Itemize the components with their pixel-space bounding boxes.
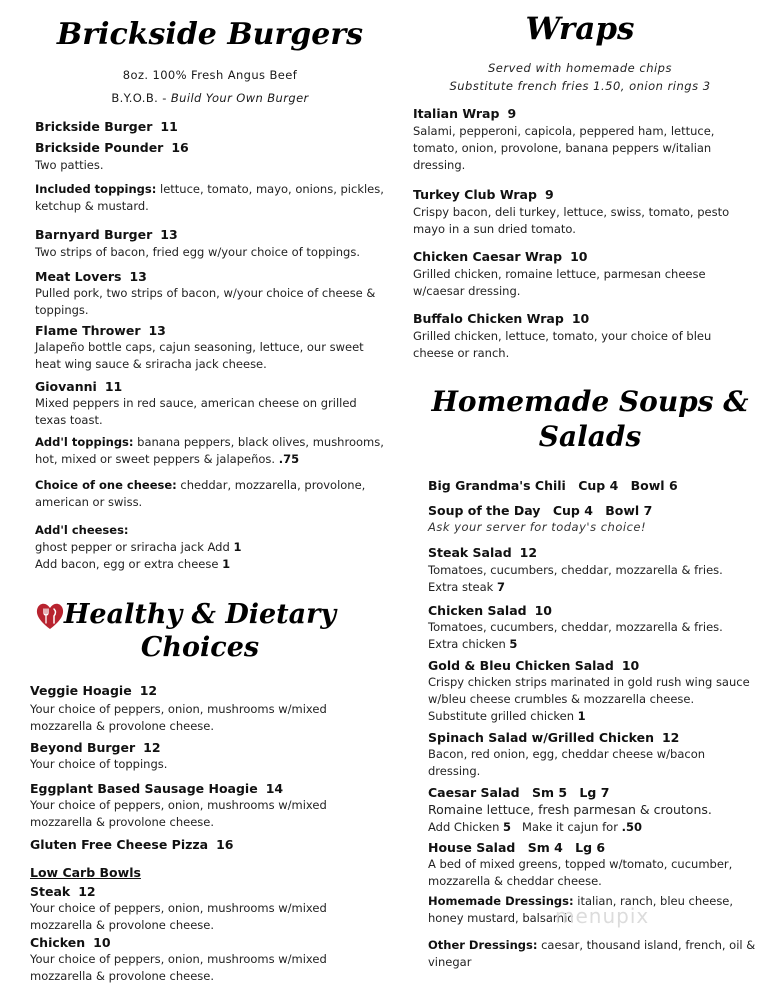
menu-item-desc: Jalapeño bottle caps, cajun seasoning, lettuce, our sweet heat wing sauce & sriracha jack cheese. bbox=[35, 340, 364, 371]
byob-label: B.Y.O.B. - bbox=[111, 91, 167, 105]
watermark: menupix bbox=[555, 904, 650, 928]
included-toppings: Included toppings: lettuce, tomato, mayo, onions, pickles, ketchup & mustard. bbox=[35, 182, 384, 213]
menu-item-name: House Salad Sm 4 Lg 6 bbox=[428, 840, 606, 855]
homemade-dressings: Homemade Dressings: italian, ranch, bleu cheese, honey mustard, balsamic bbox=[428, 894, 734, 925]
menu-item-name: Turkey Club Wrap 9 bbox=[413, 187, 554, 202]
menu-item-name: Steak 12 bbox=[30, 884, 96, 899]
menu-item-name: Chicken 10 bbox=[30, 935, 111, 950]
addl-toppings: Add'l toppings: banana peppers, black olives, mushrooms, hot, mixed or sweet peppers & jalapeños. .75 bbox=[35, 435, 384, 466]
soup-day-note: Ask your server for today's choice! bbox=[428, 520, 647, 534]
menu-item-name: Veggie Hoagie 12 bbox=[30, 683, 158, 698]
menu-item-name: Giovanni 11 bbox=[35, 379, 123, 394]
menu-item-desc: Tomatoes, cucumbers, cheddar, mozzarella & fries. Extra steak 7 bbox=[428, 563, 723, 594]
menu-item-name: Spinach Salad w/Grilled Chicken 12 bbox=[428, 730, 680, 745]
addl-cheeses: Add'l cheeses: ghost pepper or sriracha jack Add 1 Add bacon, egg or extra cheese 1 bbox=[35, 523, 242, 571]
menu-item-name: Steak Salad 12 bbox=[428, 545, 538, 560]
cheese-choice: Choice of one cheese: cheddar, mozzarella, provolone, american or swiss. bbox=[35, 478, 366, 509]
burgers-subtitle-byob bbox=[30, 91, 390, 105]
menu-item-desc: Salami, pepperoni, capicola, peppered ham, lettuce, tomato, onion, provolone, banana peppers w/italian dressing. bbox=[413, 124, 715, 172]
burgers-title: Brickside Burgers bbox=[56, 17, 364, 52]
menu-item-name: Chicken Caesar Wrap 10 bbox=[413, 249, 588, 264]
other-dressings: Other Dressings: caesar, thousand island, french, oil & vinegar bbox=[428, 938, 756, 969]
menu-item-desc: Crispy chicken strips marinated in gold rush wing sauce w/bleu cheese crumbles & mozzarella cheese. Substitute grilled chicken 1 bbox=[428, 675, 750, 723]
menu-item-name: Meat Lovers 13 bbox=[35, 269, 147, 284]
menu-item-desc: Mixed peppers in red sauce, american cheese on grilled texas toast. bbox=[35, 396, 357, 427]
wraps-substitute: Substitute french fries 1.50, onion rings 3 bbox=[449, 79, 711, 93]
menu-item-desc: Grilled chicken, lettuce, tomato, your choice of bleu cheese or ranch. bbox=[413, 329, 712, 360]
menu-item-desc: Grilled chicken, romaine lettuce, parmesan cheese w/caesar dressing. bbox=[413, 267, 706, 298]
menu-item-desc: Your choice of peppers, onion, mushrooms w/mixed mozzarella & provolone cheese. bbox=[30, 798, 327, 829]
menu-item-desc: Tomatoes, cucumbers, cheddar, mozzarella & fries. Extra chicken 5 bbox=[428, 620, 723, 651]
menu-item-desc: Your choice of toppings. bbox=[30, 757, 168, 771]
menu-item-name: Brickside Pounder 16 bbox=[35, 140, 189, 155]
menu-item-desc: Your choice of peppers, onion, mushrooms w/mixed mozzarella & provolone cheese. bbox=[30, 901, 327, 932]
menu-item-desc: Crispy bacon, deli turkey, lettuce, swiss, tomato, pesto mayo in a sun dried tomato. bbox=[413, 205, 730, 236]
menu-item-desc: Pulled pork, two strips of bacon, w/your choice of cheese & toppings. bbox=[35, 286, 376, 317]
byob-desc: Build Your Own Burger bbox=[170, 91, 309, 105]
menu-item-name: Chicken Salad 10 bbox=[428, 603, 552, 618]
menu-item-desc: Bacon, red onion, egg, cheddar cheese w/bacon dressing. bbox=[428, 747, 706, 778]
menu-item-name: Soup of the Day Cup 4 Bowl 7 bbox=[428, 503, 653, 518]
menu-item-name: Flame Thrower 13 bbox=[35, 323, 166, 338]
menu-item-name: Beyond Burger 12 bbox=[30, 740, 161, 755]
soups-title-line2: Salads bbox=[538, 420, 642, 453]
wraps-subtitle: Served with homemade chips bbox=[488, 61, 672, 75]
menu-item-name: Brickside Burger 11 bbox=[35, 119, 178, 134]
menu-item-name: Big Grandma's Chili Cup 4 Bowl 6 bbox=[428, 478, 678, 493]
menu-item-desc: Your choice of peppers, onion, mushrooms w/mixed mozzarella & provolone cheese. bbox=[30, 952, 327, 983]
menu-item-name: Buffalo Chicken Wrap 10 bbox=[413, 311, 590, 326]
menu-item-desc: Your choice of peppers, onion, mushrooms w/mixed mozzarella & provolone cheese. bbox=[30, 702, 327, 733]
menu-item-name: Gold & Bleu Chicken Salad 10 bbox=[428, 658, 640, 673]
menu-item-name: Eggplant Based Sausage Hoagie 14 bbox=[30, 781, 284, 796]
wraps-title: Wraps bbox=[525, 11, 635, 47]
burgers-subtitle: 8oz. 100% Fresh Angus Beef bbox=[122, 68, 298, 82]
menu-item-desc: Romaine lettuce, fresh parmesan & croutons. Add Chicken 5 Make it cajun for .50 bbox=[428, 802, 712, 834]
healthy-title-line2: Choices bbox=[140, 632, 260, 663]
menu-item-name: Caesar Salad Sm 5 Lg 7 bbox=[428, 785, 610, 800]
low-carb-bowls-label: Low Carb Bowls bbox=[30, 865, 141, 880]
menu-item-desc: Two patties. bbox=[35, 158, 104, 172]
menu-item-name: Italian Wrap 9 bbox=[413, 106, 517, 121]
soups-title: Homemade Soups & bbox=[431, 385, 749, 418]
menu-item-desc: Two strips of bacon, fried egg w/your choice of toppings. bbox=[35, 245, 360, 259]
menu-item-name: Gluten Free Cheese Pizza 16 bbox=[30, 837, 234, 852]
healthy-title: Healthy & Dietary bbox=[63, 599, 337, 630]
menu-item-desc: A bed of mixed greens, topped w/tomato, cucumber, mozzarella & cheddar cheese. bbox=[428, 857, 733, 888]
menu-item-name: Barnyard Burger 13 bbox=[35, 227, 178, 242]
